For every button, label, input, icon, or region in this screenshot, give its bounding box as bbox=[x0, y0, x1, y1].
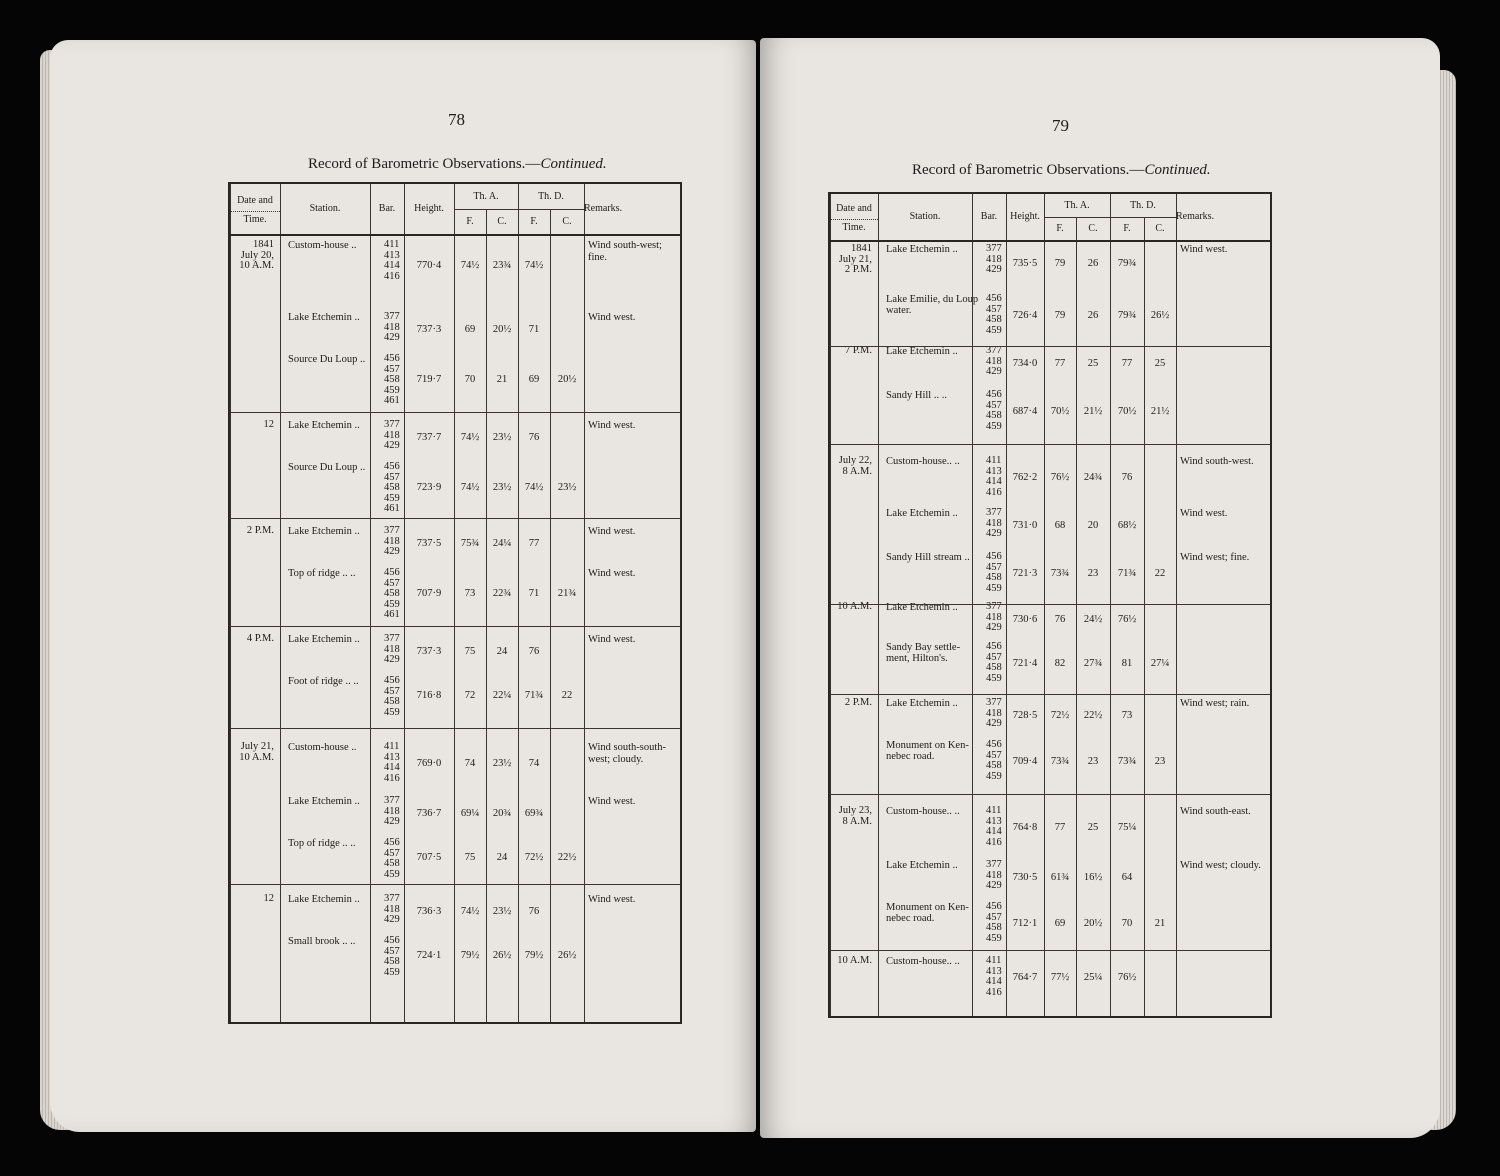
row-bar-numbers: 377 418 429 bbox=[384, 311, 400, 343]
header-date: Date and bbox=[836, 203, 872, 214]
row-th-d-f: 77 bbox=[528, 538, 540, 549]
row-th-a-f: 69¼ bbox=[460, 808, 480, 819]
group-rule bbox=[830, 604, 1270, 605]
row-date: 10 A.M. bbox=[837, 955, 872, 966]
row-remark: Wind west; rain. bbox=[1180, 698, 1250, 709]
row-th-a-f: 73¾ bbox=[1050, 568, 1070, 579]
row-height: 769·0 bbox=[416, 758, 442, 769]
row-th-a-c: 23½ bbox=[492, 482, 512, 493]
row-station: Monument on Ken- nebec road. bbox=[886, 740, 969, 762]
row-station: Custom-house.. .. bbox=[886, 456, 960, 467]
row-height: 726·4 bbox=[1012, 310, 1038, 321]
column-rule bbox=[454, 184, 455, 1022]
row-th-d-f: 81 bbox=[1121, 658, 1133, 669]
row-date: 12 bbox=[263, 419, 274, 430]
row-th-d-f: 70½ bbox=[1117, 406, 1137, 417]
row-bar-numbers: 377 418 429 bbox=[986, 601, 1002, 633]
row-height: 764·8 bbox=[1012, 822, 1038, 833]
row-th-a-c: 20¾ bbox=[492, 808, 512, 819]
row-th-a-c: 23 bbox=[1087, 756, 1099, 767]
row-th-d-f: 71 bbox=[528, 588, 540, 599]
row-th-a-f: 79½ bbox=[460, 950, 480, 961]
row-th-d-c: 21 bbox=[1154, 918, 1166, 929]
row-remark: Wind west. bbox=[588, 568, 636, 579]
row-remark: Wind west; fine. bbox=[1180, 552, 1250, 563]
header-celsius: C. bbox=[1155, 222, 1165, 234]
row-height: 716·8 bbox=[416, 690, 442, 701]
row-th-d-c: 26½ bbox=[1150, 310, 1170, 321]
row-th-a-f: 70 bbox=[464, 374, 476, 385]
row-th-d-f: 73 bbox=[1121, 710, 1133, 721]
row-th-a-c: 20½ bbox=[492, 324, 512, 335]
row-th-a-c: 20½ bbox=[1083, 918, 1103, 929]
row-remark: Wind west. bbox=[1180, 508, 1228, 519]
row-height: 724·1 bbox=[416, 950, 442, 961]
row-remark: Wind west. bbox=[588, 894, 636, 905]
row-remark: Wind south-south- west; cloudy. bbox=[588, 742, 667, 765]
row-th-d-f: 72½ bbox=[524, 852, 544, 863]
row-th-a-f: 69 bbox=[1054, 918, 1066, 929]
row-station: Custom-house.. .. bbox=[886, 956, 960, 967]
row-height: 687·4 bbox=[1012, 406, 1038, 417]
row-bar-numbers: 377 418 429 bbox=[384, 525, 400, 557]
group-rule bbox=[230, 518, 680, 519]
header-date: Date and bbox=[237, 195, 273, 206]
row-th-d-c: 21½ bbox=[1150, 406, 1170, 417]
row-remark: Wind west. bbox=[588, 796, 636, 807]
row-th-d-f: 79½ bbox=[524, 950, 544, 961]
row-th-d-f: 76 bbox=[1121, 472, 1133, 483]
row-th-a-f: 72 bbox=[464, 690, 476, 701]
column-rule bbox=[230, 184, 231, 1022]
row-bar-numbers: 377 418 429 bbox=[384, 795, 400, 827]
row-th-a-c: 23¾ bbox=[492, 260, 512, 271]
row-th-a-c: 24 bbox=[496, 646, 508, 657]
row-date: 2 P.M. bbox=[246, 525, 274, 536]
header-fahrenheit: F. bbox=[1123, 222, 1131, 234]
column-rule bbox=[370, 184, 371, 1022]
row-date: July 23, 8 A.M. bbox=[838, 805, 872, 827]
header-celsius: C. bbox=[1088, 222, 1098, 234]
row-date: July 21, 10 A.M. bbox=[239, 741, 274, 763]
row-station: Lake Etchemin .. bbox=[886, 860, 958, 871]
left-page bbox=[50, 40, 756, 1132]
header-rule bbox=[830, 219, 878, 220]
header-height: Height. bbox=[414, 203, 444, 214]
row-station: Lake Etchemin .. bbox=[886, 602, 958, 613]
header-th-d: Th. D. bbox=[538, 190, 564, 202]
row-th-a-f: 74½ bbox=[460, 482, 480, 493]
header-celsius: C. bbox=[497, 215, 507, 227]
row-height: 721·4 bbox=[1012, 658, 1038, 669]
row-station: Lake Etchemin .. bbox=[288, 312, 360, 323]
row-bar-numbers: 411 413 414 416 bbox=[384, 239, 400, 282]
row-station: Monument on Ken- nebec road. bbox=[886, 902, 969, 924]
column-rule bbox=[1144, 217, 1145, 1016]
row-height: 737·3 bbox=[416, 324, 442, 335]
row-station: Lake Etchemin .. bbox=[288, 634, 360, 645]
row-th-d-f: 76 bbox=[528, 646, 540, 657]
row-th-d-f: 75¼ bbox=[1117, 822, 1137, 833]
row-th-a-c: 24¼ bbox=[492, 538, 512, 549]
row-bar-numbers: 456 457 458 459 bbox=[986, 739, 1002, 782]
row-th-a-f: 76 bbox=[1054, 614, 1066, 625]
row-height: 770·4 bbox=[416, 260, 442, 271]
row-station: Lake Etchemin .. bbox=[288, 526, 360, 537]
row-date: 12 bbox=[263, 893, 274, 904]
row-remark: Wind west; cloudy. bbox=[1180, 860, 1261, 871]
row-station: Custom-house .. bbox=[288, 240, 357, 251]
row-bar-numbers: 411 413 414 416 bbox=[986, 805, 1002, 848]
row-remark: Wind west. bbox=[1180, 244, 1228, 255]
row-th-a-f: 70½ bbox=[1050, 406, 1070, 417]
row-date: 2 P.M. bbox=[844, 697, 872, 708]
row-th-a-f: 73 bbox=[464, 588, 476, 599]
group-rule bbox=[230, 884, 680, 885]
row-th-a-f: 68 bbox=[1054, 520, 1066, 531]
row-remark: Wind west. bbox=[588, 420, 636, 431]
row-height: 719·7 bbox=[416, 374, 442, 385]
row-station: Sandy Bay settle- ment, Hilton's. bbox=[886, 642, 961, 664]
row-th-d-f: 68½ bbox=[1117, 520, 1137, 531]
row-th-a-f: 82 bbox=[1054, 658, 1066, 669]
row-th-a-f: 74½ bbox=[460, 906, 480, 917]
row-height: 707·5 bbox=[416, 852, 442, 863]
row-remark: Wind west. bbox=[588, 634, 636, 645]
row-height: 730·5 bbox=[1012, 872, 1038, 883]
header-th-a: Th. A. bbox=[1064, 199, 1090, 211]
row-station: Foot of ridge .. .. bbox=[288, 676, 359, 687]
row-height: 735·5 bbox=[1012, 258, 1038, 269]
row-th-a-f: 74½ bbox=[460, 260, 480, 271]
header-rule bbox=[1044, 217, 1176, 218]
header-bar: Bar. bbox=[980, 211, 998, 222]
column-rule bbox=[280, 184, 281, 1022]
row-bar-numbers: 377 418 429 bbox=[986, 345, 1002, 377]
row-th-d-f: 76½ bbox=[1117, 614, 1137, 625]
group-rule bbox=[230, 412, 680, 413]
row-th-a-c: 27¾ bbox=[1083, 658, 1103, 669]
row-station: Source Du Loup .. bbox=[288, 354, 366, 365]
row-station: Lake Etchemin .. bbox=[886, 508, 958, 519]
page-number: 78 bbox=[448, 110, 465, 129]
row-station: Lake Etchemin .. bbox=[886, 346, 958, 357]
row-date: July 22, 8 A.M. bbox=[838, 455, 872, 477]
row-station: Small brook .. .. bbox=[288, 936, 356, 947]
row-height: 721·3 bbox=[1012, 568, 1038, 579]
row-height: 762·2 bbox=[1012, 472, 1038, 483]
row-bar-numbers: 377 418 429 bbox=[384, 633, 400, 665]
column-rule bbox=[404, 184, 405, 1022]
header-rule bbox=[830, 240, 1270, 242]
header-station: Station. bbox=[909, 211, 941, 222]
row-station: Lake Etchemin .. bbox=[288, 894, 360, 905]
row-th-a-f: 79 bbox=[1054, 310, 1066, 321]
row-bar-numbers: 456 457 458 459 bbox=[986, 641, 1002, 684]
column-rule bbox=[878, 194, 879, 1016]
header-fahrenheit: F. bbox=[1056, 222, 1064, 234]
row-th-a-f: 72½ bbox=[1050, 710, 1070, 721]
row-height: 723·9 bbox=[416, 482, 442, 493]
row-station: Custom-house .. bbox=[288, 742, 357, 753]
column-rule bbox=[972, 194, 973, 1016]
row-remark: Wind south-west. bbox=[1180, 456, 1254, 467]
row-th-d-c: 22 bbox=[1154, 568, 1166, 579]
row-station: Source Du Loup .. bbox=[288, 462, 366, 473]
page-heading: Record of Barometric Observations.—Continued. bbox=[308, 156, 607, 172]
row-th-a-c: 26½ bbox=[492, 950, 512, 961]
row-th-d-f: 79¾ bbox=[1117, 258, 1137, 269]
row-remark: Wind west. bbox=[588, 312, 636, 323]
row-th-a-c: 23 bbox=[1087, 568, 1099, 579]
row-bar-numbers: 377 418 429 bbox=[986, 697, 1002, 729]
row-height: 764·7 bbox=[1012, 972, 1038, 983]
row-th-a-f: 73¾ bbox=[1050, 756, 1070, 767]
row-th-d-f: 76 bbox=[528, 432, 540, 443]
row-bar-numbers: 456 457 458 459 bbox=[986, 551, 1002, 594]
row-height: 730·6 bbox=[1012, 614, 1038, 625]
row-height: 737·7 bbox=[416, 432, 442, 443]
row-th-a-c: 23½ bbox=[492, 432, 512, 443]
row-th-a-f: 74 bbox=[464, 758, 476, 769]
row-bar-numbers: 411 413 414 416 bbox=[986, 955, 1002, 998]
observations-table: Date and Time. Station. Bar. Height. Th. A. Th. D. F. C. F. C. Remarks. 1841 July 21, 2 P.M. Lake Etchemin .. 377 418 429 735·5 79 26 79¾ Wind west. Lake Emilie, du Loup water. 456 457 458 459 726·4 79 26 79¾ 26½ 7 P.M. Lake Etchemin .. 377 418 429 734·0 77 25 77 25 Sandy Hill .. .. 456 457 458 459 687·4 70½ 21½ 70½ 21½ July 22, 8 A.M. Custom-house.. .. 411 413 414 416 762·2 76½ 24¾ 76 Wind south-west. Lake Etchemin .. 377 418 429 731·0 68 20 68½ Wind west. Sandy Hill stream .. 456 457 458 459 721·3 73¾ 23 71¾ 22 Wind west; fine. 10 A.M. Lake Etchemin .. 377 418 429 730·6 76 24½ 76½ Sandy Bay settle- ment, Hilton's. 456 457 458 459 721·4 82 27¾ 81 27¼ 2 P.M. Lake Etchemin .. 377 418 429 728·5 72½ 22½ 73 Wind west; rain. Monument on Ken- nebec road. 456 457 458 459 709·4 73¾ 23 73¾ 23 July 23, 8 A.M. Custom-house.. .. 411 413 414 416 764·8 77 25 75¼ Wind south-east. Lake Etchemin .. 377 418 429 730·5 61¾ 16½ 64 Wind west; cloudy. Monument on Ken- nebec road. 456 457 458 459 712·1 69 20½ 70 21 10 A.M. Custom-house.. .. 411 413 414 416 764·7 77½ 25¼ 76½ bbox=[828, 192, 1272, 1018]
row-th-a-c: 24 bbox=[496, 852, 508, 863]
row-th-d-c: 27¼ bbox=[1150, 658, 1170, 669]
row-bar-numbers: 377 418 429 bbox=[986, 507, 1002, 539]
row-th-a-c: 24½ bbox=[1083, 614, 1103, 625]
header-rule bbox=[230, 234, 680, 236]
row-bar-numbers: 456 457 458 459 bbox=[384, 837, 400, 880]
row-height: 728·5 bbox=[1012, 710, 1038, 721]
row-th-a-f: 77 bbox=[1054, 822, 1066, 833]
row-th-d-f: 76½ bbox=[1117, 972, 1137, 983]
column-rule bbox=[550, 209, 551, 1022]
row-th-a-f: 69 bbox=[464, 324, 476, 335]
row-th-d-f: 79¾ bbox=[1117, 310, 1137, 321]
row-th-d-f: 64 bbox=[1121, 872, 1133, 883]
header-th-a: Th. A. bbox=[473, 190, 499, 202]
row-station: Sandy Hill stream .. bbox=[886, 552, 970, 563]
header-celsius: C. bbox=[562, 215, 572, 227]
row-th-d-f: 71 bbox=[528, 324, 540, 335]
column-rule bbox=[584, 184, 585, 1022]
column-rule bbox=[1176, 194, 1177, 1016]
row-th-a-c: 26 bbox=[1087, 310, 1099, 321]
row-bar-numbers: 411 413 414 416 bbox=[986, 455, 1002, 498]
row-bar-numbers: 456 457 458 459 461 bbox=[384, 461, 400, 514]
row-th-d-f: 70 bbox=[1121, 918, 1133, 929]
row-bar-numbers: 377 418 429 bbox=[384, 893, 400, 925]
row-th-d-f: 69¾ bbox=[524, 808, 544, 819]
row-th-a-f: 75 bbox=[464, 646, 476, 657]
row-th-d-f: 71¾ bbox=[524, 690, 544, 701]
row-th-d-c: 21¾ bbox=[557, 588, 577, 599]
row-bar-numbers: 456 457 458 459 bbox=[986, 901, 1002, 944]
row-station: Lake Etchemin .. bbox=[886, 698, 958, 709]
right-page bbox=[760, 38, 1440, 1138]
row-th-a-c: 25¼ bbox=[1083, 972, 1103, 983]
row-th-d-f: 74½ bbox=[524, 482, 544, 493]
row-th-d-f: 73¾ bbox=[1117, 756, 1137, 767]
header-fahrenheit: F. bbox=[466, 215, 474, 227]
row-th-d-c: 23½ bbox=[557, 482, 577, 493]
row-remark: Wind south-east. bbox=[1180, 806, 1251, 817]
row-th-d-c: 20½ bbox=[557, 374, 577, 385]
row-th-a-c: 22½ bbox=[1083, 710, 1103, 721]
row-th-a-c: 24¾ bbox=[1083, 472, 1103, 483]
row-th-a-c: 26 bbox=[1087, 258, 1099, 269]
row-th-a-c: 22¼ bbox=[492, 690, 512, 701]
group-rule bbox=[230, 728, 680, 729]
column-rule bbox=[830, 194, 831, 1016]
header-bar: Bar. bbox=[378, 203, 396, 214]
row-height: 736·3 bbox=[416, 906, 442, 917]
row-th-a-f: 76½ bbox=[1050, 472, 1070, 483]
row-station: Lake Emilie, du Loup water. bbox=[886, 294, 979, 316]
row-th-a-c: 25 bbox=[1087, 822, 1099, 833]
row-bar-numbers: 456 457 458 459 461 bbox=[384, 353, 400, 406]
row-th-d-f: 74 bbox=[528, 758, 540, 769]
group-rule bbox=[830, 794, 1270, 795]
row-bar-numbers: 456 457 458 459 461 bbox=[384, 567, 400, 620]
group-rule bbox=[830, 346, 1270, 347]
header-rule bbox=[230, 211, 280, 212]
row-date: 10 A.M. bbox=[837, 601, 872, 612]
row-height: 734·0 bbox=[1012, 358, 1038, 369]
row-th-a-f: 74½ bbox=[460, 432, 480, 443]
row-th-d-c: 25 bbox=[1154, 358, 1166, 369]
row-height: 712·1 bbox=[1012, 918, 1038, 929]
row-height: 731·0 bbox=[1012, 520, 1038, 531]
row-height: 737·5 bbox=[416, 538, 442, 549]
row-th-a-c: 23½ bbox=[492, 906, 512, 917]
header-station: Station. bbox=[309, 203, 341, 214]
row-th-a-c: 23½ bbox=[492, 758, 512, 769]
row-th-d-c: 22 bbox=[561, 690, 573, 701]
column-rule bbox=[518, 184, 519, 1022]
group-rule bbox=[830, 694, 1270, 695]
header-time: Time. bbox=[243, 214, 267, 225]
row-bar-numbers: 377 418 429 bbox=[986, 243, 1002, 275]
row-th-a-c: 22¾ bbox=[492, 588, 512, 599]
row-th-a-c: 20 bbox=[1087, 520, 1099, 531]
row-height: 709·4 bbox=[1012, 756, 1038, 767]
row-station: Sandy Hill .. .. bbox=[886, 390, 947, 401]
row-th-d-c: 22½ bbox=[557, 852, 577, 863]
page-heading: Record of Barometric Observations.—Continued. bbox=[912, 162, 1211, 178]
row-station: Custom-house.. .. bbox=[886, 806, 960, 817]
row-station: Lake Etchemin .. bbox=[288, 796, 360, 807]
row-remark: Wind south-west; fine. bbox=[588, 240, 662, 263]
row-th-d-c: 26½ bbox=[557, 950, 577, 961]
row-height: 707·9 bbox=[416, 588, 442, 599]
row-height: 737·3 bbox=[416, 646, 442, 657]
header-th-d: Th. D. bbox=[1130, 199, 1156, 211]
row-th-a-f: 79 bbox=[1054, 258, 1066, 269]
row-station: Lake Etchemin .. bbox=[886, 244, 958, 255]
row-bar-numbers: 456 457 458 459 bbox=[384, 675, 400, 718]
row-th-d-f: 77 bbox=[1121, 358, 1133, 369]
row-bar-numbers: 411 413 414 416 bbox=[384, 741, 400, 784]
page-number: 79 bbox=[1052, 116, 1069, 135]
header-fahrenheit: F. bbox=[530, 215, 538, 227]
row-height: 736·7 bbox=[416, 808, 442, 819]
row-bar-numbers: 377 418 429 bbox=[986, 859, 1002, 891]
row-remark: Wind west. bbox=[588, 526, 636, 537]
row-station: Top of ridge .. .. bbox=[288, 568, 356, 579]
row-th-a-c: 16½ bbox=[1083, 872, 1103, 883]
row-th-a-f: 77 bbox=[1054, 358, 1066, 369]
row-th-d-f: 71¾ bbox=[1117, 568, 1137, 579]
row-th-d-c: 23 bbox=[1154, 756, 1166, 767]
row-bar-numbers: 377 418 429 bbox=[384, 419, 400, 451]
row-date: 7 P.M. bbox=[844, 345, 872, 356]
header-rule bbox=[454, 209, 584, 210]
row-station: Lake Etchemin .. bbox=[288, 420, 360, 431]
row-th-a-f: 61¾ bbox=[1050, 872, 1070, 883]
row-station: Top of ridge .. .. bbox=[288, 838, 356, 849]
header-height: Height. bbox=[1010, 211, 1040, 222]
group-rule bbox=[830, 950, 1270, 951]
row-bar-numbers: 456 457 458 459 bbox=[986, 389, 1002, 432]
row-th-d-f: 74½ bbox=[524, 260, 544, 271]
row-th-a-c: 21½ bbox=[1083, 406, 1103, 417]
row-bar-numbers: 456 457 458 459 bbox=[986, 293, 1002, 336]
group-rule bbox=[830, 444, 1270, 445]
group-rule bbox=[230, 626, 680, 627]
row-th-a-f: 75¾ bbox=[460, 538, 480, 549]
row-bar-numbers: 456 457 458 459 bbox=[384, 935, 400, 978]
row-th-d-f: 69 bbox=[528, 374, 540, 385]
observations-table: Date and Time. Station. Bar. Height. Th. A. Th. D. F. C. F. C. Remarks. 1841 July 20, 10 A.M. Custom-house .. 411 413 414 416 770·4 74½ 23¾ 74½ Wind south-west; fine. Lake Etchemin .. 377 418 429 737·3 69 20½ 71 Wind west. Source Du Loup .. 456 457 458 459 461 719·7 70 21 69 20½ 12 Lake Etchemin .. 377 418 429 737·7 74½ 23½ 76 Wind west. Source Du Loup .. 456 457 458 459 461 723·9 74½ 23½ 74½ 23½ 2 P.M. Lake Etchemin .. 377 418 429 737·5 75¾ 24¼ 77 Wind west. Top of ridge .. .. 456 457 458 459 461 707·9 73 22¾ 71 21¾ Wind west. 4 P.M. Lake Etchemin .. 377 418 429 737·3 75 24 76 Wind west. Foot of ridge .. .. 456 457 458 459 716·8 72 22¼ 71¾ 22 July 21, 10 A.M. Custom-house .. 411 413 414 416 769·0 74 23½ 74 Wind south-south- west; cloudy. Lake Etchemin .. 377 418 429 736·7 69¼ 20¾ 69¾ Wind west. Top of ridge .. .. 456 457 458 459 707·5 75 24 72½ 22½ 12 Lake Etchemin .. 377 418 429 736·3 74½ 23½ 76 Wind west. Small brook .. .. 456 457 458 459 724·1 79½ 26½ 79½ 26½ bbox=[228, 182, 682, 1024]
row-date: 1841 July 20, 10 A.M. bbox=[239, 239, 274, 271]
row-th-a-f: 77½ bbox=[1050, 972, 1070, 983]
row-date: 4 P.M. bbox=[246, 633, 274, 644]
row-date: 1841 July 21, 2 P.M. bbox=[838, 243, 872, 275]
row-th-a-c: 25 bbox=[1087, 358, 1099, 369]
header-time: Time. bbox=[842, 222, 866, 233]
row-th-a-c: 21 bbox=[496, 374, 508, 385]
row-th-d-f: 76 bbox=[528, 906, 540, 917]
row-th-a-f: 75 bbox=[464, 852, 476, 863]
open-book bbox=[40, 30, 1460, 1150]
